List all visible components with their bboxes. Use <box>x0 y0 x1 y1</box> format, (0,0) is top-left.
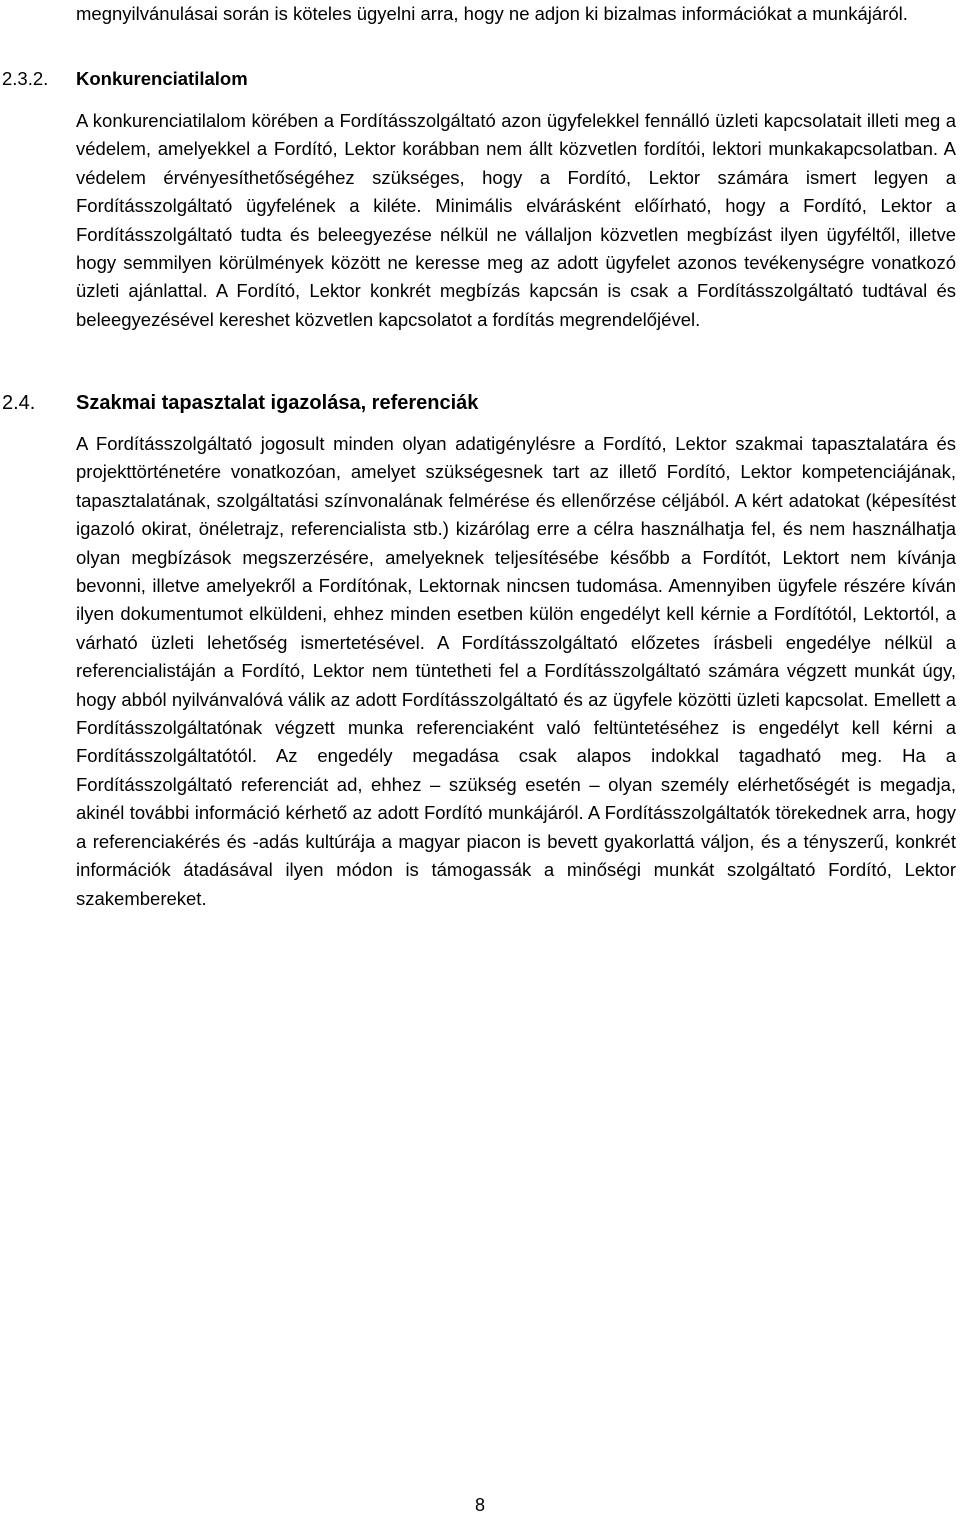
section-paragraph: A Fordításszolgáltató jogosult minden olyan adatigénylésre a Fordító, Lektor szakmai tapasztalatára és projekttörténetére vonatkozóan, amelyet szükségesnek tart az illető Fordító, Lektor kompetenciájának, tapasztalatának, szolgáltatási színvonalának felmérése és ellenőrzése céljából. A kért adatokat (képesítést igazoló okirat, önéletrajz, referencialista stb.) kizárólag erre a célra használhatja fel, és nem használhatja olyan megbízások megszerzésére, amelyeknek teljesítésébe később a Fordítót, Lektort nem kívánja bevonni, illetve amelyekről a Fordítónak, Lektornak nincsen tudomása. Amennyiben ügyfele részére kíván ilyen dokumentumot elküldeni, ehhez minden esetben külön engedélyt kell kérnie a Fordítótól, Lektortól, a várható üzleti lehetőség ismertetésével. A Fordításszolgáltató előzetes írásbeli engedélye nélkül a referencialistáján a Fordító, Lektor nem tüntetheti fel a Fordításszolgáltató számára végzett munkát úgy, hogy abból nyilvánvalóvá válik az adott Fordításszolgáltató és az ügyfele közötti üzleti kapcsolat. Emellett a Fordításszolgáltatónak végzett munka referenciaként való feltüntetéséhez is engedélyt kell kérni a Fordításszolgáltatótól. Az engedély megadása csak alapos indokkal tagadható meg. Ha a Fordításszolgáltató referenciát ad, ehhez – szükség esetén – olyan személy elérhetőségét is megadja, akinél további információ kérhető az adott Fordító munkájáról. A Fordításszolgáltatók törekednek arra, hogy a referenciakérés és -adás kultúrája a magyar piacon is bevett gyakorlattá váljon, és a tényszerű, konkrét információk átadásával ilyen módon is támogassák a minőségi munkát szolgáltató Fordító, Lektor szakembereket. <box>76 433 956 909</box>
subsection-paragraph: A konkurenciatilalom körében a Fordításszolgáltató azon ügyfelekkel fennálló üzleti kapcsolatait illeti meg a védelem, amelyekkel a Fordító, Lektor korábban nem állt közvetlen fordítói, lektori munkakapcsolatban. A védelem érvényesíthetőségéhez szükséges, hogy a Fordító, Lektor számára ismert legyen a Fordításszolgáltató ügyfelének a kiléte. Minimális elvárásként előírható, hogy a Fordító, Lektor a Fordításszolgáltató tudta és beleegyezése nélkül ne vállaljon közvetlen megbízást ilyen ügyféltől, illetve hogy semmilyen körülmények között ne keresse meg az adott ügyfelet azonos tevékenységre vonatkozó üzleti ajánlattal. A Fordító, Lektor konkrét megbízás kapcsán is csak a Fordításszolgáltató tudtával és beleegyezésével kereshet közvetlen kapcsolatot a fordítás megrendelőjével. <box>76 110 956 330</box>
section-number: 2.4. <box>2 392 36 414</box>
intro-paragraph: megnyilvánulásai során is köteles ügyelni arra, hogy ne adjon ki bizalmas információkat a munkájáról. <box>76 3 908 24</box>
section-title: Szakmai tapasztalat igazolása, referenciák <box>76 392 479 414</box>
subsection-title: Konkurenciatilalom <box>76 68 248 89</box>
page-number: 8 <box>474 1495 485 1515</box>
subsection-number: 2.3.2. <box>2 68 49 89</box>
